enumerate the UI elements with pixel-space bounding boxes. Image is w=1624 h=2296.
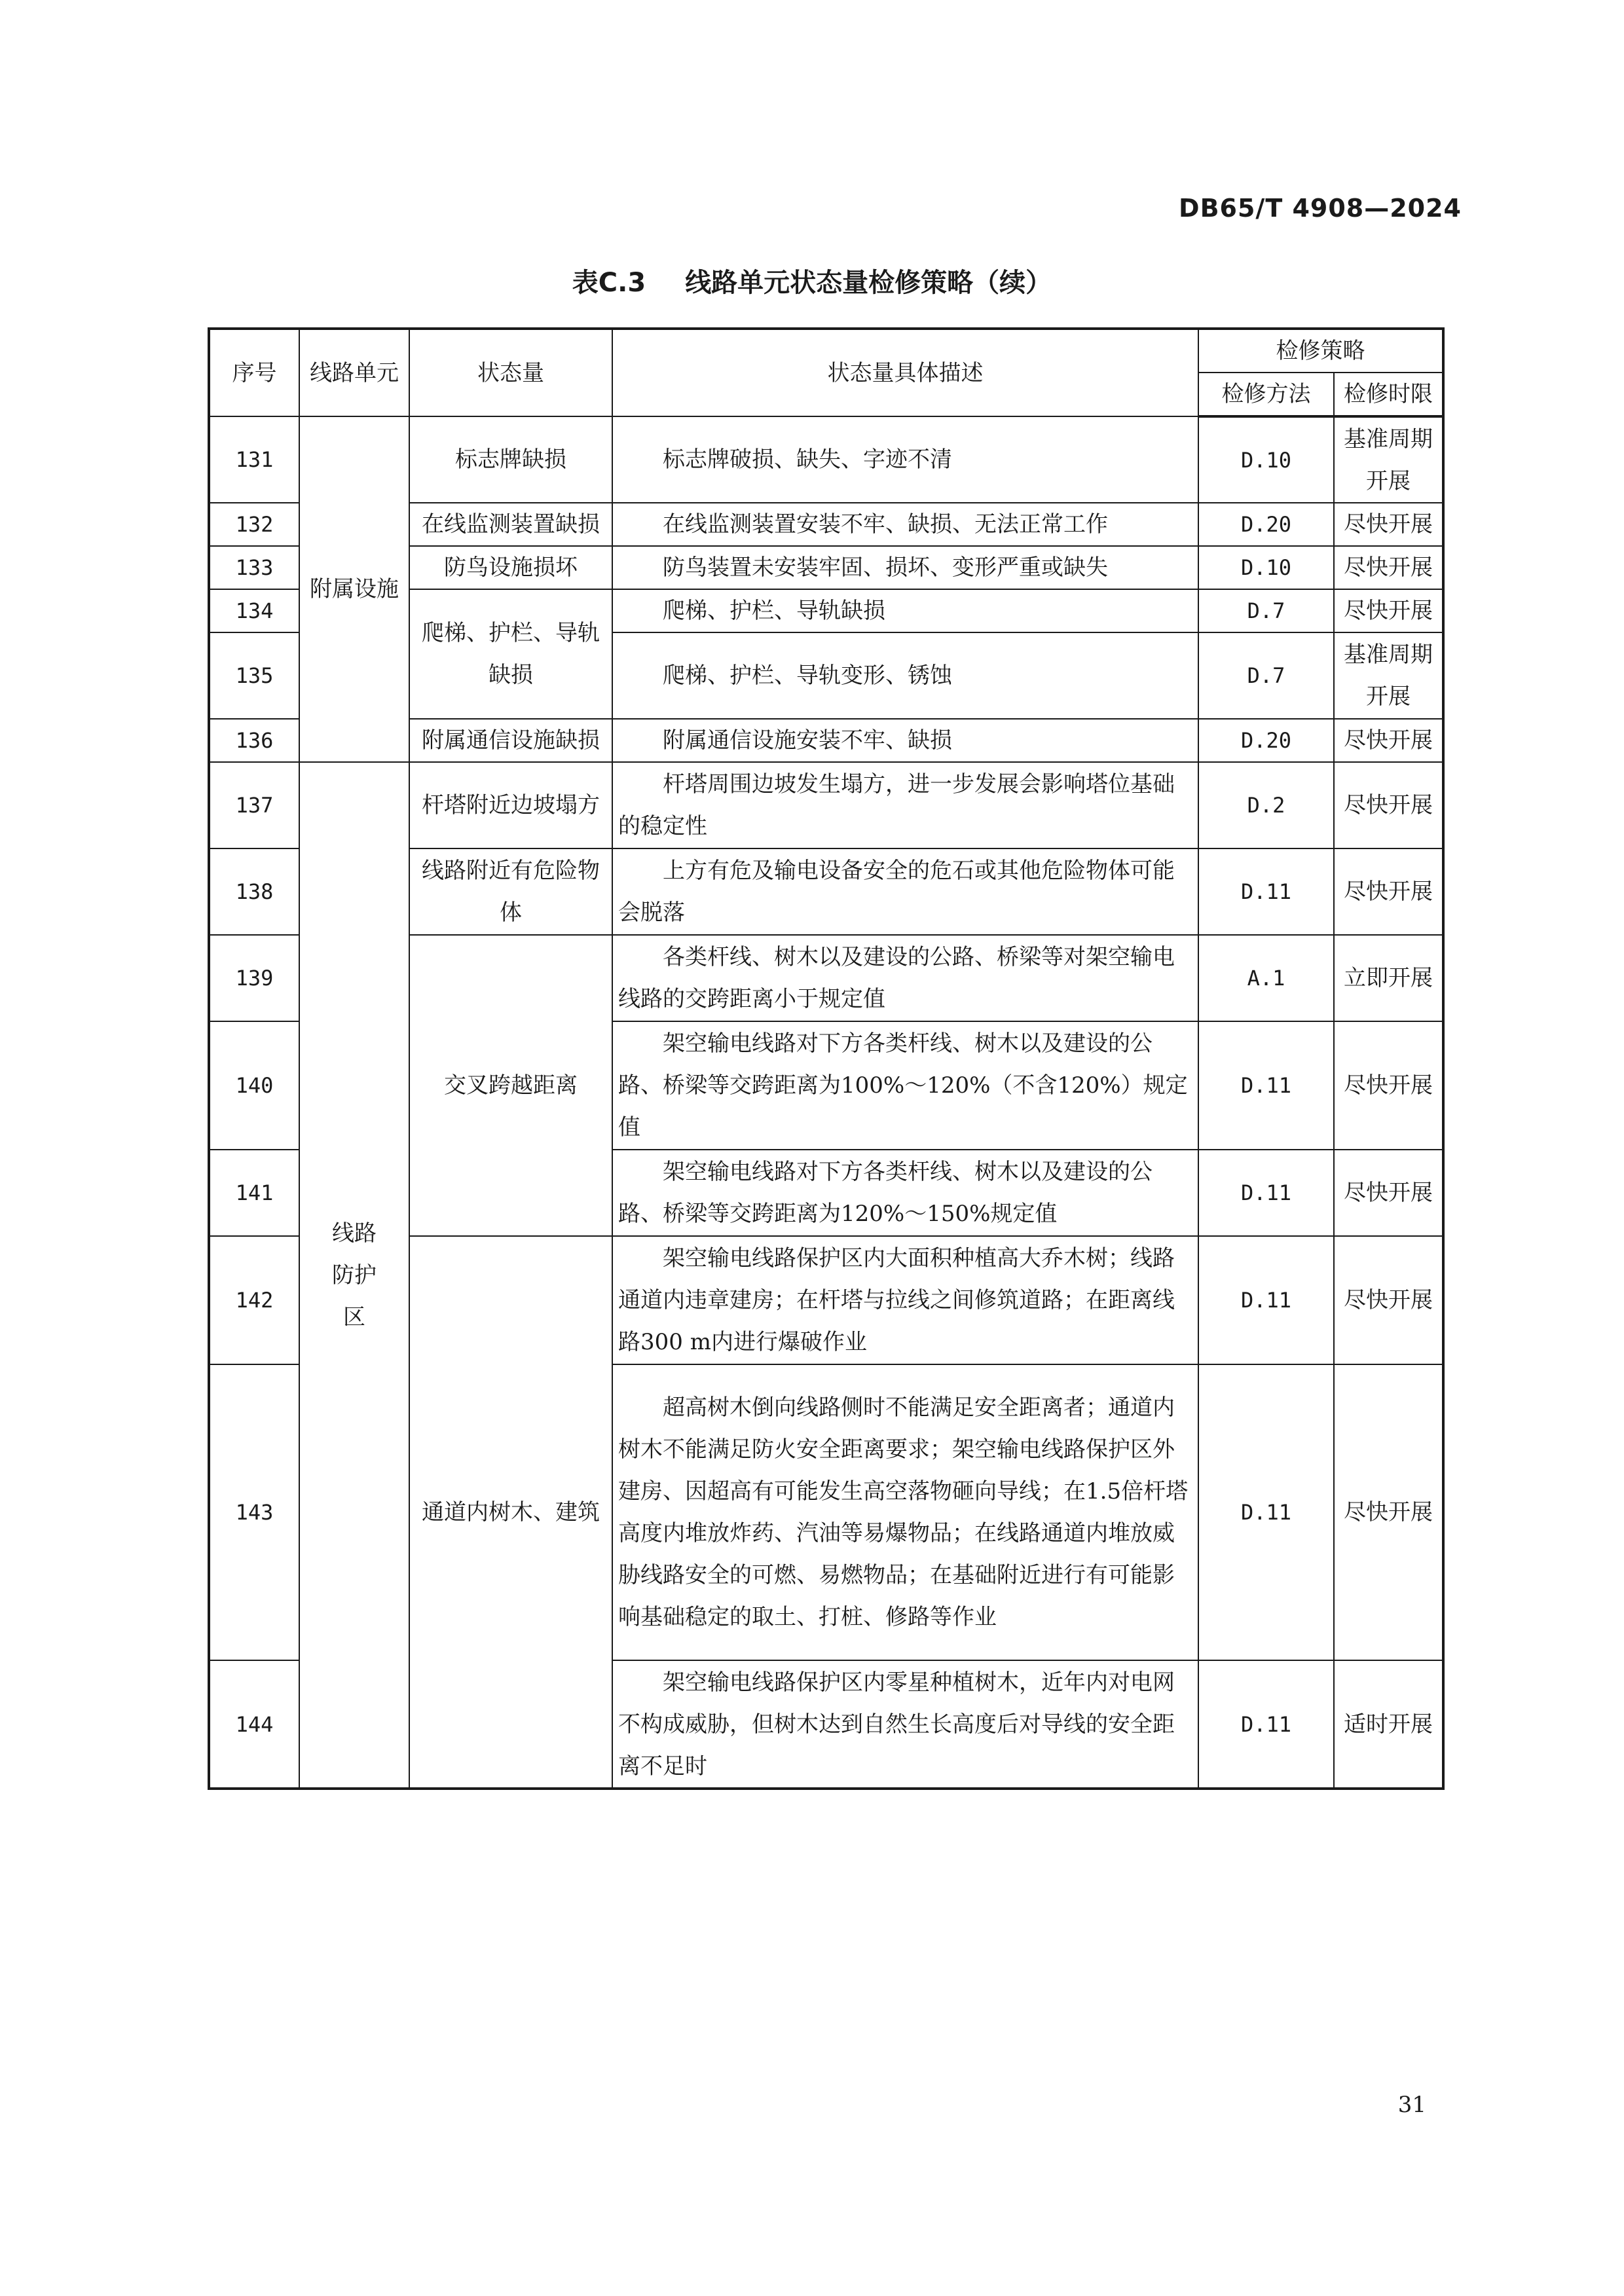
table-title [0,262,1624,299]
header-method: 检修方法 [1198,373,1334,416]
method-cell: D.20 [1198,719,1334,762]
maintenance-strategy-table [208,327,1445,1790]
method-cell: D.7 [1198,589,1334,632]
row-no: 137 [209,762,299,848]
row-no: 138 [209,848,299,935]
method-cell: D.10 [1198,416,1334,503]
timing-cell: 尽快开展 [1334,719,1443,762]
header-strategy: 检修策略 [1198,329,1443,373]
header-desc: 状态量具体描述 [612,329,1198,416]
desc-cell: 防鸟装置未安装牢固、损坏、变形严重或缺失 [612,546,1198,589]
row-no: 132 [209,503,299,546]
row-no: 131 [209,416,299,503]
desc-cell: 在线监测装置安装不牢、缺损、无法正常工作 [612,503,1198,546]
desc-cell: 爬梯、护栏、导轨缺损 [612,589,1198,632]
desc-cell: 爬梯、护栏、导轨变形、锈蚀 [612,632,1198,719]
group-cell-fushu: 附属设施 [299,416,409,762]
document-code: DB65/T 4908—2024 [1179,194,1462,223]
timing-cell: 适时开展 [1334,1660,1443,1789]
header-timing: 检修时限 [1334,373,1443,416]
timing-cell: 尽快开展 [1334,848,1443,935]
group-label-line: 防护 [332,1262,377,1288]
page-number: 31 [1397,2092,1426,2118]
desc-cell: 上方有危及输电设备安全的危石或其他危险物体可能会脱落 [612,848,1198,935]
method-cell: A.1 [1198,935,1334,1021]
row-no: 140 [209,1021,299,1150]
method-cell: D.2 [1198,762,1334,848]
timing-cell: 基准周期开展 [1334,416,1443,503]
desc-cell: 附属通信设施安装不牢、缺损 [612,719,1198,762]
row-no: 134 [209,589,299,632]
desc-cell: 架空输电线路对下方各类杆线、树木以及建设的公路、桥梁等交跨距离为120%～150%规定值 [612,1150,1198,1236]
state-cell: 防鸟设施损坏 [409,546,612,589]
timing-cell: 尽快开展 [1334,546,1443,589]
row-no: 141 [209,1150,299,1236]
table-name: 线路单元状态量检修策略（续） [685,268,1052,298]
method-cell: D.11 [1198,1364,1334,1660]
desc-cell: 架空输电线路保护区内零星种植树木，近年内对电网不构成威胁，但树木达到自然生长高度后对导线的安全距离不足时 [612,1660,1198,1789]
timing-cell: 尽快开展 [1334,1364,1443,1660]
header-unit: 线路单元 [299,329,409,416]
row-no: 139 [209,935,299,1021]
method-cell: D.7 [1198,632,1334,719]
state-cell: 交叉跨越距离 [409,935,612,1236]
header-state: 状态量 [409,329,612,416]
timing-cell: 尽快开展 [1334,1021,1443,1150]
method-cell: D.20 [1198,503,1334,546]
header-seq: 序号 [209,329,299,416]
state-cell: 线路附近有危险物体 [409,848,612,935]
method-cell: D.11 [1198,1236,1334,1364]
group-cell-xianlu [299,762,409,1789]
table-row [209,416,1443,503]
state-cell: 标志牌缺损 [409,416,612,503]
timing-cell: 立即开展 [1334,935,1443,1021]
timing-cell: 尽快开展 [1334,503,1443,546]
row-no: 136 [209,719,299,762]
desc-cell: 架空输电线路保护区内大面积种植高大乔木树；线路通道内违章建房；在杆塔与拉线之间修筑道路；在距离线路300 m内进行爆破作业 [612,1236,1198,1364]
timing-cell: 基准周期开展 [1334,632,1443,719]
desc-cell: 超高树木倒向线路侧时不能满足安全距离者；通道内树木不能满足防火安全距离要求；架空输电线路保护区外建房、因超高有可能发生高空落物砸向导线；在1.5倍杆塔高度内堆放炸药、汽油等易爆物品；在线路通道内堆放威胁线路安全的可燃、易燃物品；在基础附近进行有可能影响基础稳定的取土、打桩、修路等作业 [612,1364,1198,1660]
state-cell: 爬梯、护栏、导轨缺损 [409,589,612,719]
method-cell: D.11 [1198,1150,1334,1236]
method-cell: D.11 [1198,1660,1334,1789]
desc-cell: 各类杆线、树木以及建设的公路、桥梁等对架空输电线路的交跨距离小于规定值 [612,935,1198,1021]
table-number: 表C.3 [572,268,646,298]
group-label-line: 线路 [332,1220,377,1247]
row-no: 144 [209,1660,299,1789]
desc-cell: 标志牌破损、缺失、字迹不清 [612,416,1198,503]
row-no: 133 [209,546,299,589]
state-cell: 在线监测装置缺损 [409,503,612,546]
row-no: 135 [209,632,299,719]
timing-cell: 尽快开展 [1334,1236,1443,1364]
state-cell: 附属通信设施缺损 [409,719,612,762]
desc-cell: 杆塔周围边坡发生塌方，进一步发展会影响塔位基础的稳定性 [612,762,1198,848]
method-cell: D.10 [1198,546,1334,589]
row-no: 143 [209,1364,299,1660]
timing-cell: 尽快开展 [1334,1150,1443,1236]
state-cell: 通道内树木、建筑 [409,1236,612,1789]
desc-cell: 架空输电线路对下方各类杆线、树木以及建设的公路、桥梁等交跨距离为100%～120%（不含120%）规定值 [612,1021,1198,1150]
state-cell: 杆塔附近边坡塌方 [409,762,612,848]
method-cell: D.11 [1198,848,1334,935]
timing-cell: 尽快开展 [1334,589,1443,632]
method-cell: D.11 [1198,1021,1334,1150]
table-row [209,762,1443,848]
row-no: 142 [209,1236,299,1364]
group-label-line: 区 [343,1303,365,1330]
timing-cell: 尽快开展 [1334,762,1443,848]
